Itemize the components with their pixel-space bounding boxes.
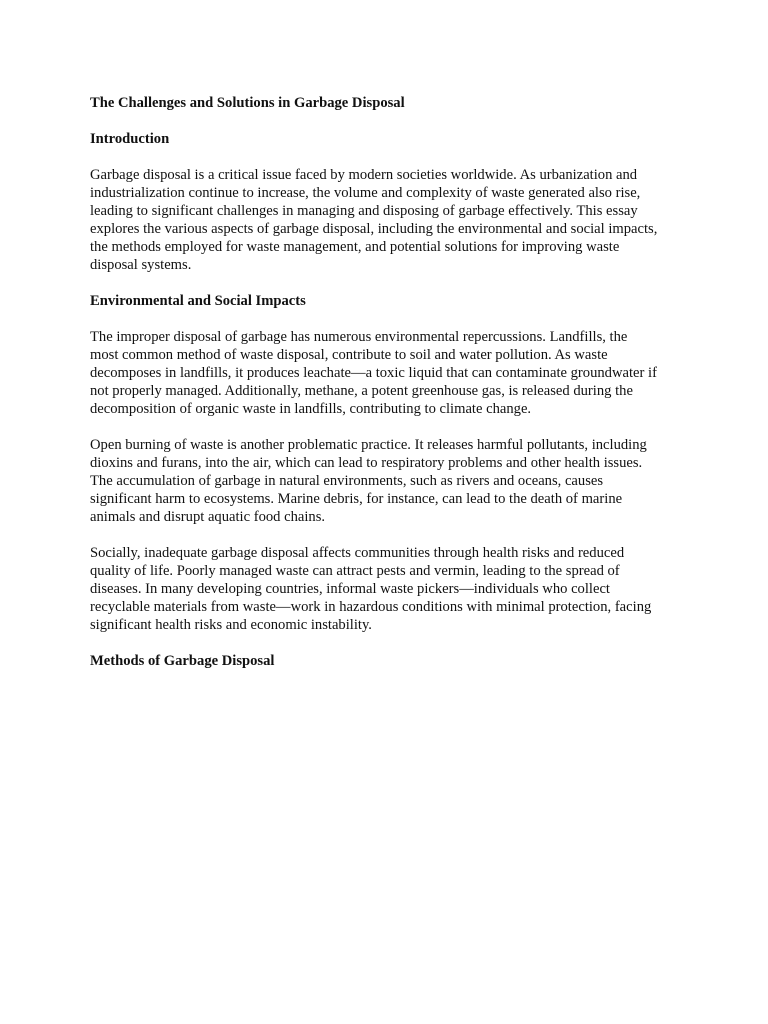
section-methods xyxy=(90,652,680,670)
section-heading-environmental-social-impacts: Environmental and Social Impacts xyxy=(90,293,306,309)
section-environmental-social-impacts xyxy=(90,292,680,634)
document-title: The Challenges and Solutions in Garbage Disposal xyxy=(90,95,405,111)
impacts-paragraph-open-burning: Open burning of waste is another problematic practice. It releases harmful pollutants, including dioxins and furans, into the air, which can lead to respiratory problems and other health issues. The accumulation of garbage in natural environments, such as rivers and oceans, causes significant harm to ecosystems. Marine debris, for instance, can lead to the death of marine animals and disrupt aquatic food chains. xyxy=(90,437,647,525)
section-introduction xyxy=(90,130,680,274)
introduction-paragraph: Garbage disposal is a critical issue faced by modern societies worldwide. As urbanization and industrialization continue to increase, the volume and complexity of waste generated also rise, leading to significant challenges in managing and disposing of garbage effectively. This essay explores the various aspects of garbage disposal, including the environmental and social impacts, the methods employed for waste management, and potential solutions for improving waste disposal systems. xyxy=(90,167,658,273)
impacts-paragraph-landfills: The improper disposal of garbage has numerous environmental repercussions. Landfills, the most common method of waste disposal, contribute to soil and water pollution. As waste decomposes in landfills, it produces leachate—a toxic liquid that can contaminate groundwater if not properly managed. Additionally, methane, a potent greenhouse gas, is released during the decomposition of organic waste in landfills, contributing to climate change. xyxy=(90,329,657,417)
impacts-paragraph-social: Socially, inadequate garbage disposal affects communities through health risks and reduced quality of life. Poorly managed waste can attract pests and vermin, leading to the spread of diseases. In many developing countries, informal waste pickers—individuals who collect recyclable materials from waste—work in hazardous conditions with minimal protection, facing significant health risks and economic instability. xyxy=(90,545,652,633)
section-heading-introduction: Introduction xyxy=(90,131,170,147)
section-heading-methods: Methods of Garbage Disposal xyxy=(90,653,275,669)
